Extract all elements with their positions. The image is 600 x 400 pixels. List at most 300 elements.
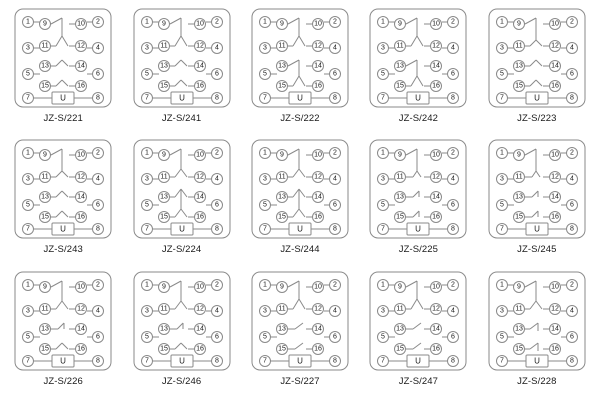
svg-text:10: 10 xyxy=(314,20,322,28)
relay-diagram xyxy=(486,269,588,373)
svg-text:6: 6 xyxy=(569,201,574,209)
svg-text:15: 15 xyxy=(514,82,523,90)
svg-text:10: 10 xyxy=(314,151,322,159)
relay-diagram xyxy=(12,137,114,241)
diagram-caption: JZ-S/226 xyxy=(43,375,83,387)
svg-text:8: 8 xyxy=(214,357,219,365)
svg-text:10: 10 xyxy=(432,151,441,159)
svg-text:7: 7 xyxy=(26,94,31,102)
svg-text:4: 4 xyxy=(214,175,219,183)
svg-text:11: 11 xyxy=(515,305,523,313)
svg-text:8: 8 xyxy=(96,357,101,365)
diagram-cell xyxy=(480,137,594,266)
svg-text:4: 4 xyxy=(451,175,456,183)
svg-text:16: 16 xyxy=(77,345,86,353)
svg-text:9: 9 xyxy=(398,283,403,291)
svg-text:14: 14 xyxy=(77,325,86,333)
svg-text:10: 10 xyxy=(77,283,86,291)
svg-text:U: U xyxy=(533,356,540,366)
svg-text:3: 3 xyxy=(499,307,504,315)
svg-text:5: 5 xyxy=(499,70,504,78)
svg-text:3: 3 xyxy=(381,175,386,183)
svg-text:3: 3 xyxy=(26,44,31,52)
svg-text:6: 6 xyxy=(451,201,456,209)
svg-text:6: 6 xyxy=(96,201,101,209)
svg-text:8: 8 xyxy=(333,225,337,233)
diagram-cell xyxy=(361,6,475,135)
svg-text:4: 4 xyxy=(333,44,337,52)
svg-text:9: 9 xyxy=(161,20,166,28)
diagram-caption: JZ-S/244 xyxy=(280,244,320,256)
diagram-cell xyxy=(361,137,475,266)
svg-text:3: 3 xyxy=(499,44,504,52)
svg-text:3: 3 xyxy=(26,307,31,315)
svg-text:9: 9 xyxy=(161,151,166,159)
svg-text:3: 3 xyxy=(263,307,267,315)
svg-text:13: 13 xyxy=(278,62,286,70)
svg-text:2: 2 xyxy=(451,149,456,157)
diagram-caption: JZ-S/242 xyxy=(398,113,439,124)
svg-text:6: 6 xyxy=(451,333,456,341)
svg-text:2: 2 xyxy=(96,281,101,289)
svg-text:1: 1 xyxy=(381,149,386,157)
svg-text:12: 12 xyxy=(314,305,322,313)
svg-text:1: 1 xyxy=(499,149,504,157)
svg-text:11: 11 xyxy=(159,173,168,181)
svg-text:1: 1 xyxy=(26,281,31,289)
svg-text:6: 6 xyxy=(451,70,456,78)
svg-text:14: 14 xyxy=(195,62,204,70)
svg-text:2: 2 xyxy=(569,18,574,26)
svg-text:12: 12 xyxy=(195,173,204,181)
svg-text:7: 7 xyxy=(381,357,386,365)
svg-text:1: 1 xyxy=(381,18,386,26)
diagram-cell xyxy=(124,269,238,398)
svg-text:U: U xyxy=(415,356,422,366)
svg-text:9: 9 xyxy=(280,283,284,291)
svg-text:11: 11 xyxy=(41,42,49,50)
svg-text:12: 12 xyxy=(77,305,86,313)
svg-text:14: 14 xyxy=(550,325,559,333)
svg-text:4: 4 xyxy=(96,175,101,183)
svg-text:6: 6 xyxy=(214,333,219,341)
svg-text:10: 10 xyxy=(550,151,559,159)
svg-text:13: 13 xyxy=(514,193,523,201)
diagram-cell xyxy=(243,137,357,266)
svg-text:14: 14 xyxy=(550,62,559,70)
svg-text:9: 9 xyxy=(161,283,166,291)
svg-text:15: 15 xyxy=(278,82,286,90)
svg-text:14: 14 xyxy=(195,325,204,333)
svg-text:10: 10 xyxy=(77,151,86,159)
svg-text:12: 12 xyxy=(550,305,559,313)
diagram-caption: JZ-S/221 xyxy=(43,113,83,124)
svg-text:6: 6 xyxy=(569,333,574,341)
svg-text:5: 5 xyxy=(263,70,267,78)
svg-text:16: 16 xyxy=(314,213,322,221)
svg-text:13: 13 xyxy=(159,193,168,201)
svg-text:16: 16 xyxy=(550,345,559,353)
svg-text:11: 11 xyxy=(278,305,286,313)
svg-text:5: 5 xyxy=(381,70,386,78)
diagram-cell xyxy=(480,6,594,135)
svg-text:5: 5 xyxy=(499,201,504,209)
relay-diagram xyxy=(12,6,114,110)
relay-diagram xyxy=(249,269,351,373)
svg-text:5: 5 xyxy=(144,70,149,78)
svg-text:16: 16 xyxy=(432,82,441,90)
svg-text:14: 14 xyxy=(432,193,441,201)
svg-text:2: 2 xyxy=(214,149,219,157)
svg-text:12: 12 xyxy=(77,42,86,50)
svg-text:U: U xyxy=(60,356,67,366)
svg-text:15: 15 xyxy=(41,82,50,90)
svg-text:9: 9 xyxy=(516,283,521,291)
svg-text:16: 16 xyxy=(314,82,322,90)
svg-text:1: 1 xyxy=(263,149,267,157)
svg-text:U: U xyxy=(178,356,185,366)
svg-text:11: 11 xyxy=(396,305,405,313)
svg-text:14: 14 xyxy=(77,62,86,70)
svg-text:16: 16 xyxy=(432,345,441,353)
diagram-cell xyxy=(124,137,238,266)
svg-text:10: 10 xyxy=(195,20,204,28)
svg-text:7: 7 xyxy=(499,225,504,233)
svg-text:6: 6 xyxy=(214,201,219,209)
svg-text:15: 15 xyxy=(159,213,168,221)
svg-text:1: 1 xyxy=(144,18,149,26)
relay-diagram xyxy=(12,269,114,373)
svg-text:16: 16 xyxy=(550,82,559,90)
svg-text:5: 5 xyxy=(381,333,386,341)
svg-text:5: 5 xyxy=(144,333,149,341)
svg-text:13: 13 xyxy=(159,62,168,70)
svg-text:13: 13 xyxy=(396,193,405,201)
svg-text:4: 4 xyxy=(569,307,574,315)
svg-text:7: 7 xyxy=(381,94,386,102)
svg-text:13: 13 xyxy=(41,193,50,201)
svg-text:12: 12 xyxy=(550,173,559,181)
svg-text:12: 12 xyxy=(550,42,559,50)
svg-text:13: 13 xyxy=(514,325,523,333)
relay-diagram xyxy=(367,6,469,110)
svg-text:6: 6 xyxy=(569,70,574,78)
svg-text:15: 15 xyxy=(159,345,168,353)
svg-text:4: 4 xyxy=(96,307,101,315)
relay-diagram xyxy=(131,6,233,110)
svg-text:9: 9 xyxy=(516,151,521,159)
diagram-cell xyxy=(124,6,238,135)
svg-text:2: 2 xyxy=(96,18,101,26)
svg-text:9: 9 xyxy=(43,151,48,159)
svg-text:10: 10 xyxy=(77,20,86,28)
svg-text:8: 8 xyxy=(333,357,337,365)
svg-text:8: 8 xyxy=(96,94,101,102)
svg-text:9: 9 xyxy=(280,20,284,28)
svg-text:14: 14 xyxy=(550,193,559,201)
svg-text:15: 15 xyxy=(396,345,405,353)
svg-text:14: 14 xyxy=(314,62,322,70)
svg-text:10: 10 xyxy=(195,151,204,159)
svg-text:4: 4 xyxy=(569,44,574,52)
svg-text:15: 15 xyxy=(278,345,286,353)
svg-text:2: 2 xyxy=(451,281,456,289)
svg-text:8: 8 xyxy=(569,94,574,102)
svg-text:11: 11 xyxy=(396,173,405,181)
svg-text:5: 5 xyxy=(26,201,31,209)
svg-text:4: 4 xyxy=(451,44,456,52)
relay-diagram xyxy=(486,137,588,241)
svg-text:7: 7 xyxy=(499,357,504,365)
relay-diagram xyxy=(486,6,588,110)
svg-text:1: 1 xyxy=(26,149,31,157)
svg-text:9: 9 xyxy=(43,20,48,28)
svg-text:12: 12 xyxy=(195,42,204,50)
svg-text:5: 5 xyxy=(263,333,267,341)
svg-text:2: 2 xyxy=(214,18,219,26)
svg-text:7: 7 xyxy=(144,94,149,102)
svg-text:8: 8 xyxy=(569,225,574,233)
svg-text:7: 7 xyxy=(144,357,149,365)
svg-text:12: 12 xyxy=(314,42,322,50)
svg-text:1: 1 xyxy=(499,281,504,289)
diagram-caption: JZ-S/222 xyxy=(280,113,320,124)
svg-text:5: 5 xyxy=(26,333,31,341)
svg-text:12: 12 xyxy=(77,173,86,181)
svg-text:12: 12 xyxy=(195,305,204,313)
svg-text:8: 8 xyxy=(96,225,101,233)
svg-text:5: 5 xyxy=(499,333,504,341)
svg-text:2: 2 xyxy=(451,18,456,26)
svg-text:4: 4 xyxy=(96,44,101,52)
svg-text:3: 3 xyxy=(263,44,267,52)
svg-text:11: 11 xyxy=(41,305,49,313)
svg-text:4: 4 xyxy=(333,307,337,315)
svg-text:3: 3 xyxy=(144,175,149,183)
diagram-caption: JZ-S/228 xyxy=(517,375,557,387)
diagram-grid xyxy=(6,6,594,398)
relay-diagram xyxy=(249,6,351,110)
svg-text:16: 16 xyxy=(195,82,204,90)
svg-text:1: 1 xyxy=(263,281,267,289)
diagram-caption: JZ-S/243 xyxy=(43,244,83,256)
svg-text:U: U xyxy=(178,224,185,234)
diagram-caption: JZ-S/224 xyxy=(161,244,202,256)
svg-text:5: 5 xyxy=(26,70,31,78)
svg-text:13: 13 xyxy=(396,325,405,333)
svg-text:10: 10 xyxy=(314,283,322,291)
svg-text:15: 15 xyxy=(41,213,50,221)
svg-text:15: 15 xyxy=(278,213,286,221)
svg-text:U: U xyxy=(415,93,422,103)
svg-text:16: 16 xyxy=(432,213,441,221)
diagram-cell xyxy=(243,269,357,398)
svg-text:1: 1 xyxy=(263,18,267,26)
svg-text:2: 2 xyxy=(333,281,337,289)
svg-text:8: 8 xyxy=(214,94,219,102)
svg-text:U: U xyxy=(533,93,540,103)
diagram-cell xyxy=(6,269,120,398)
svg-text:5: 5 xyxy=(381,201,386,209)
svg-text:13: 13 xyxy=(278,325,286,333)
svg-text:9: 9 xyxy=(398,20,403,28)
svg-text:9: 9 xyxy=(398,151,403,159)
svg-text:8: 8 xyxy=(569,357,574,365)
svg-text:14: 14 xyxy=(195,193,204,201)
svg-text:15: 15 xyxy=(396,82,405,90)
relay-diagram xyxy=(131,269,233,373)
svg-text:16: 16 xyxy=(195,213,204,221)
diagram-caption: JZ-S/241 xyxy=(161,113,202,124)
svg-text:12: 12 xyxy=(432,173,441,181)
svg-text:2: 2 xyxy=(214,281,219,289)
svg-text:13: 13 xyxy=(159,325,168,333)
svg-text:16: 16 xyxy=(77,82,86,90)
svg-text:U: U xyxy=(60,93,67,103)
svg-text:5: 5 xyxy=(263,201,267,209)
svg-text:7: 7 xyxy=(263,94,267,102)
svg-text:7: 7 xyxy=(144,225,149,233)
svg-text:10: 10 xyxy=(432,283,441,291)
svg-text:16: 16 xyxy=(314,345,322,353)
svg-text:8: 8 xyxy=(214,225,219,233)
svg-text:15: 15 xyxy=(514,213,523,221)
svg-text:6: 6 xyxy=(96,333,101,341)
svg-text:9: 9 xyxy=(280,151,284,159)
svg-text:11: 11 xyxy=(278,42,286,50)
diagram-cell xyxy=(6,6,120,135)
diagram-cell xyxy=(6,137,120,266)
svg-text:11: 11 xyxy=(41,173,49,181)
diagram-caption: JZ-S/227 xyxy=(280,375,320,387)
svg-text:2: 2 xyxy=(333,18,337,26)
svg-text:6: 6 xyxy=(96,70,101,78)
svg-text:1: 1 xyxy=(144,149,149,157)
svg-text:U: U xyxy=(297,224,303,234)
svg-text:4: 4 xyxy=(569,175,574,183)
svg-text:12: 12 xyxy=(314,173,322,181)
svg-text:10: 10 xyxy=(432,20,441,28)
svg-text:4: 4 xyxy=(214,44,219,52)
svg-text:15: 15 xyxy=(159,82,168,90)
svg-text:U: U xyxy=(415,224,422,234)
svg-text:3: 3 xyxy=(499,175,504,183)
svg-text:2: 2 xyxy=(333,149,337,157)
svg-text:5: 5 xyxy=(144,201,149,209)
svg-text:11: 11 xyxy=(278,173,286,181)
svg-text:14: 14 xyxy=(432,325,441,333)
svg-text:U: U xyxy=(533,224,540,234)
svg-text:3: 3 xyxy=(381,44,386,52)
svg-text:11: 11 xyxy=(515,42,523,50)
svg-text:3: 3 xyxy=(381,307,386,315)
svg-text:U: U xyxy=(297,93,303,103)
svg-text:16: 16 xyxy=(550,213,559,221)
svg-text:U: U xyxy=(178,93,185,103)
svg-text:10: 10 xyxy=(550,20,559,28)
svg-text:1: 1 xyxy=(144,281,149,289)
svg-text:15: 15 xyxy=(514,345,523,353)
svg-text:4: 4 xyxy=(214,307,219,315)
svg-text:8: 8 xyxy=(333,94,337,102)
svg-text:11: 11 xyxy=(159,305,168,313)
svg-text:11: 11 xyxy=(396,42,405,50)
svg-text:8: 8 xyxy=(451,225,456,233)
diagram-caption: JZ-S/246 xyxy=(161,375,202,387)
svg-text:6: 6 xyxy=(333,201,337,209)
svg-text:13: 13 xyxy=(41,62,50,70)
svg-text:3: 3 xyxy=(144,307,149,315)
svg-text:10: 10 xyxy=(550,283,559,291)
svg-text:7: 7 xyxy=(26,225,31,233)
svg-text:7: 7 xyxy=(381,225,386,233)
diagram-caption: JZ-S/223 xyxy=(517,113,557,124)
svg-text:15: 15 xyxy=(41,345,50,353)
svg-text:16: 16 xyxy=(77,213,86,221)
svg-text:9: 9 xyxy=(516,20,521,28)
svg-text:15: 15 xyxy=(396,213,405,221)
svg-text:13: 13 xyxy=(278,193,286,201)
svg-text:U: U xyxy=(60,224,67,234)
svg-text:U: U xyxy=(297,356,303,366)
svg-text:4: 4 xyxy=(333,175,337,183)
svg-text:10: 10 xyxy=(195,283,204,291)
svg-text:2: 2 xyxy=(96,149,101,157)
diagram-cell xyxy=(361,269,475,398)
svg-text:7: 7 xyxy=(26,357,31,365)
svg-text:4: 4 xyxy=(451,307,456,315)
svg-text:12: 12 xyxy=(432,42,441,50)
svg-text:8: 8 xyxy=(451,94,456,102)
svg-text:7: 7 xyxy=(499,94,504,102)
svg-text:6: 6 xyxy=(214,70,219,78)
svg-text:3: 3 xyxy=(263,175,267,183)
svg-text:14: 14 xyxy=(314,193,322,201)
svg-text:6: 6 xyxy=(333,70,337,78)
relay-diagram xyxy=(367,269,469,373)
svg-text:13: 13 xyxy=(514,62,523,70)
svg-text:2: 2 xyxy=(569,281,574,289)
svg-text:9: 9 xyxy=(43,283,48,291)
svg-text:14: 14 xyxy=(77,193,86,201)
svg-text:13: 13 xyxy=(41,325,50,333)
svg-text:1: 1 xyxy=(26,18,31,26)
svg-text:7: 7 xyxy=(263,357,267,365)
diagram-cell xyxy=(480,269,594,398)
svg-text:7: 7 xyxy=(263,225,267,233)
svg-text:13: 13 xyxy=(396,62,405,70)
svg-text:14: 14 xyxy=(432,62,441,70)
svg-text:14: 14 xyxy=(314,325,322,333)
diagram-cell xyxy=(243,6,357,135)
svg-text:11: 11 xyxy=(515,173,523,181)
svg-text:8: 8 xyxy=(451,357,456,365)
svg-text:1: 1 xyxy=(499,18,504,26)
diagram-caption: JZ-S/245 xyxy=(517,244,557,256)
svg-text:11: 11 xyxy=(159,42,168,50)
relay-diagram xyxy=(131,137,233,241)
svg-text:3: 3 xyxy=(26,175,31,183)
svg-text:1: 1 xyxy=(381,281,386,289)
svg-text:6: 6 xyxy=(333,333,337,341)
svg-text:3: 3 xyxy=(144,44,149,52)
diagram-caption: JZ-S/247 xyxy=(398,375,439,387)
relay-diagram xyxy=(249,137,351,241)
diagram-caption: JZ-S/225 xyxy=(398,244,439,256)
svg-text:12: 12 xyxy=(432,305,441,313)
svg-text:16: 16 xyxy=(195,345,204,353)
relay-diagram xyxy=(367,137,469,241)
